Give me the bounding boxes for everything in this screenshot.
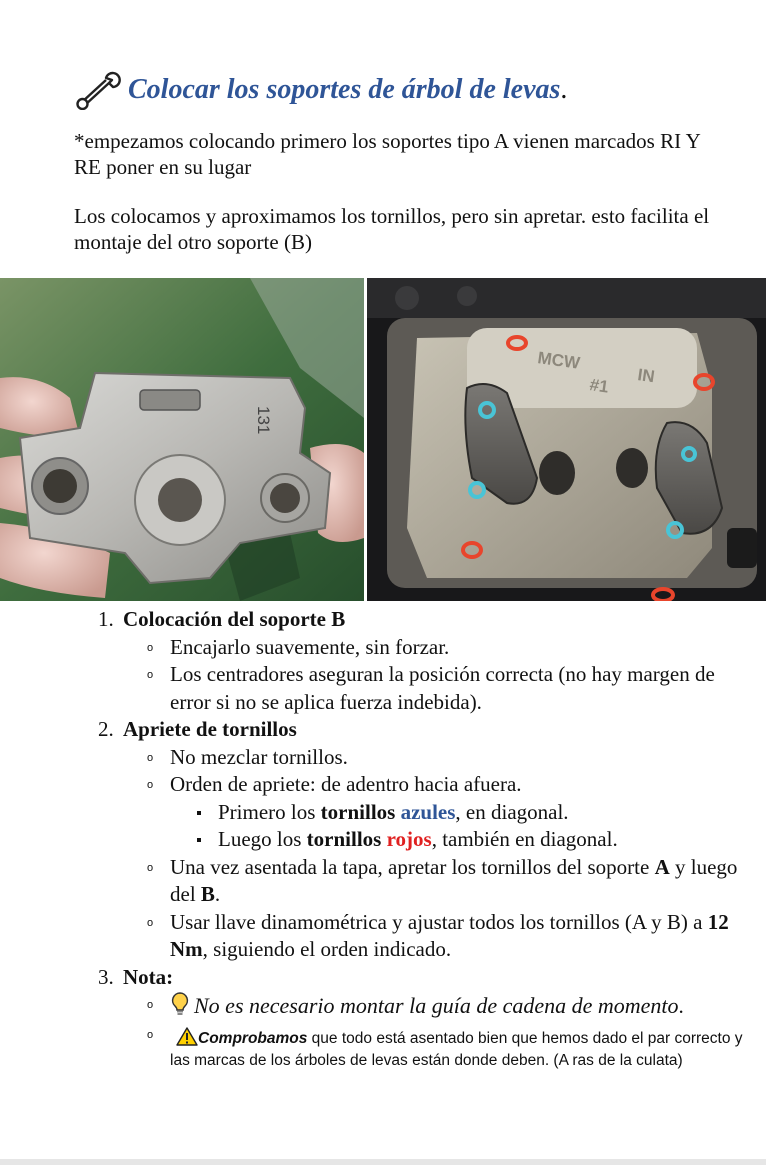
- list-item: [123, 854, 748, 909]
- red-bolts-item: [170, 826, 748, 854]
- list-item-text: Orden de apriete: de adentro hacia afuera.: [170, 772, 522, 796]
- text: Usar llave dinamométrica y ajustar todos los tornillos (A y B) a: [170, 909, 708, 934]
- step-number: 1.: [98, 607, 114, 631]
- note-period: .: [678, 994, 684, 1018]
- bold-text: tornillos: [306, 827, 382, 851]
- note-item: [123, 991, 748, 1021]
- engine-photo: [367, 278, 766, 601]
- page-title: [76, 70, 756, 110]
- list-item: o Encajarlo suavemente, sin forzar.: [123, 634, 748, 662]
- red-word: rojos: [386, 827, 432, 851]
- step-number: 2.: [98, 717, 114, 741]
- torque-value: 12 Nm: [170, 909, 729, 961]
- title-period: .: [560, 74, 568, 105]
- text: y luego del: [170, 854, 738, 906]
- label-mcw: MCW: [536, 348, 582, 373]
- steps-list: [98, 606, 748, 1072]
- text: , siguiendo el orden indicado.: [202, 937, 452, 961]
- step-3: [98, 964, 748, 1072]
- stamp-label: 131: [254, 406, 273, 435]
- instruction-paragraph: Los colocamos y aproximamos los tornillos, pero sin apretar. esto facilita el montaje del otro soporte (B): [74, 204, 710, 254]
- intro-paragraph: *empezamos colocando primero los soportes tipo A vienen marcados RI Y RE poner en su lugar: [74, 129, 700, 179]
- bold-italic-text: Comprobamos: [198, 1029, 308, 1047]
- text: , también en diagonal.: [431, 827, 618, 851]
- step-number: 3.: [98, 964, 114, 989]
- bold-text: tornillos: [320, 799, 396, 824]
- blue-bolts-item: [170, 799, 748, 827]
- step-title: Nota:: [123, 964, 174, 989]
- blue-word: azules: [400, 799, 456, 824]
- step-1: [98, 606, 748, 716]
- warning-icon: [176, 1027, 198, 1046]
- bold-text: A: [654, 854, 670, 879]
- label-in: IN: [636, 365, 656, 387]
- support-photo: [0, 278, 364, 601]
- list-item: [123, 771, 748, 854]
- wrench-icon: [76, 70, 122, 110]
- label-num: #1: [588, 375, 610, 397]
- note-text: No es necesario montar la guía de cadena de momento: [194, 993, 679, 1018]
- text: Una vez asentada la tapa, apretar los tornillos del soporte: [170, 854, 655, 879]
- text: que todo está asentado bien que hemos dado el par correcto y las marcas de los árboles de levas están donde deben. (A ras de la culata): [170, 1029, 743, 1069]
- note-item: [123, 1021, 748, 1072]
- page-bottom-border: [0, 1159, 766, 1165]
- list-item: o Los centradores aseguran la posición correcta (no hay margen de error si no se aplica fuerza indebida).: [123, 661, 748, 716]
- text: Primero los: [218, 799, 321, 824]
- list-item: [123, 909, 748, 964]
- check-note: [170, 1021, 748, 1072]
- bold-text: B: [200, 882, 215, 906]
- list-item: o No mezclar tornillos.: [123, 744, 748, 772]
- step-title: Colocación del soporte B: [123, 607, 346, 631]
- text: , en diagonal.: [455, 799, 569, 824]
- text: .: [214, 882, 221, 906]
- lightbulb-icon: [170, 991, 190, 1017]
- step-title: Apriete de tornillos: [123, 717, 297, 741]
- text: Luego los: [218, 827, 307, 851]
- title-text: Colocar los soportes de árbol de levas: [128, 74, 561, 105]
- step-2: [98, 716, 748, 964]
